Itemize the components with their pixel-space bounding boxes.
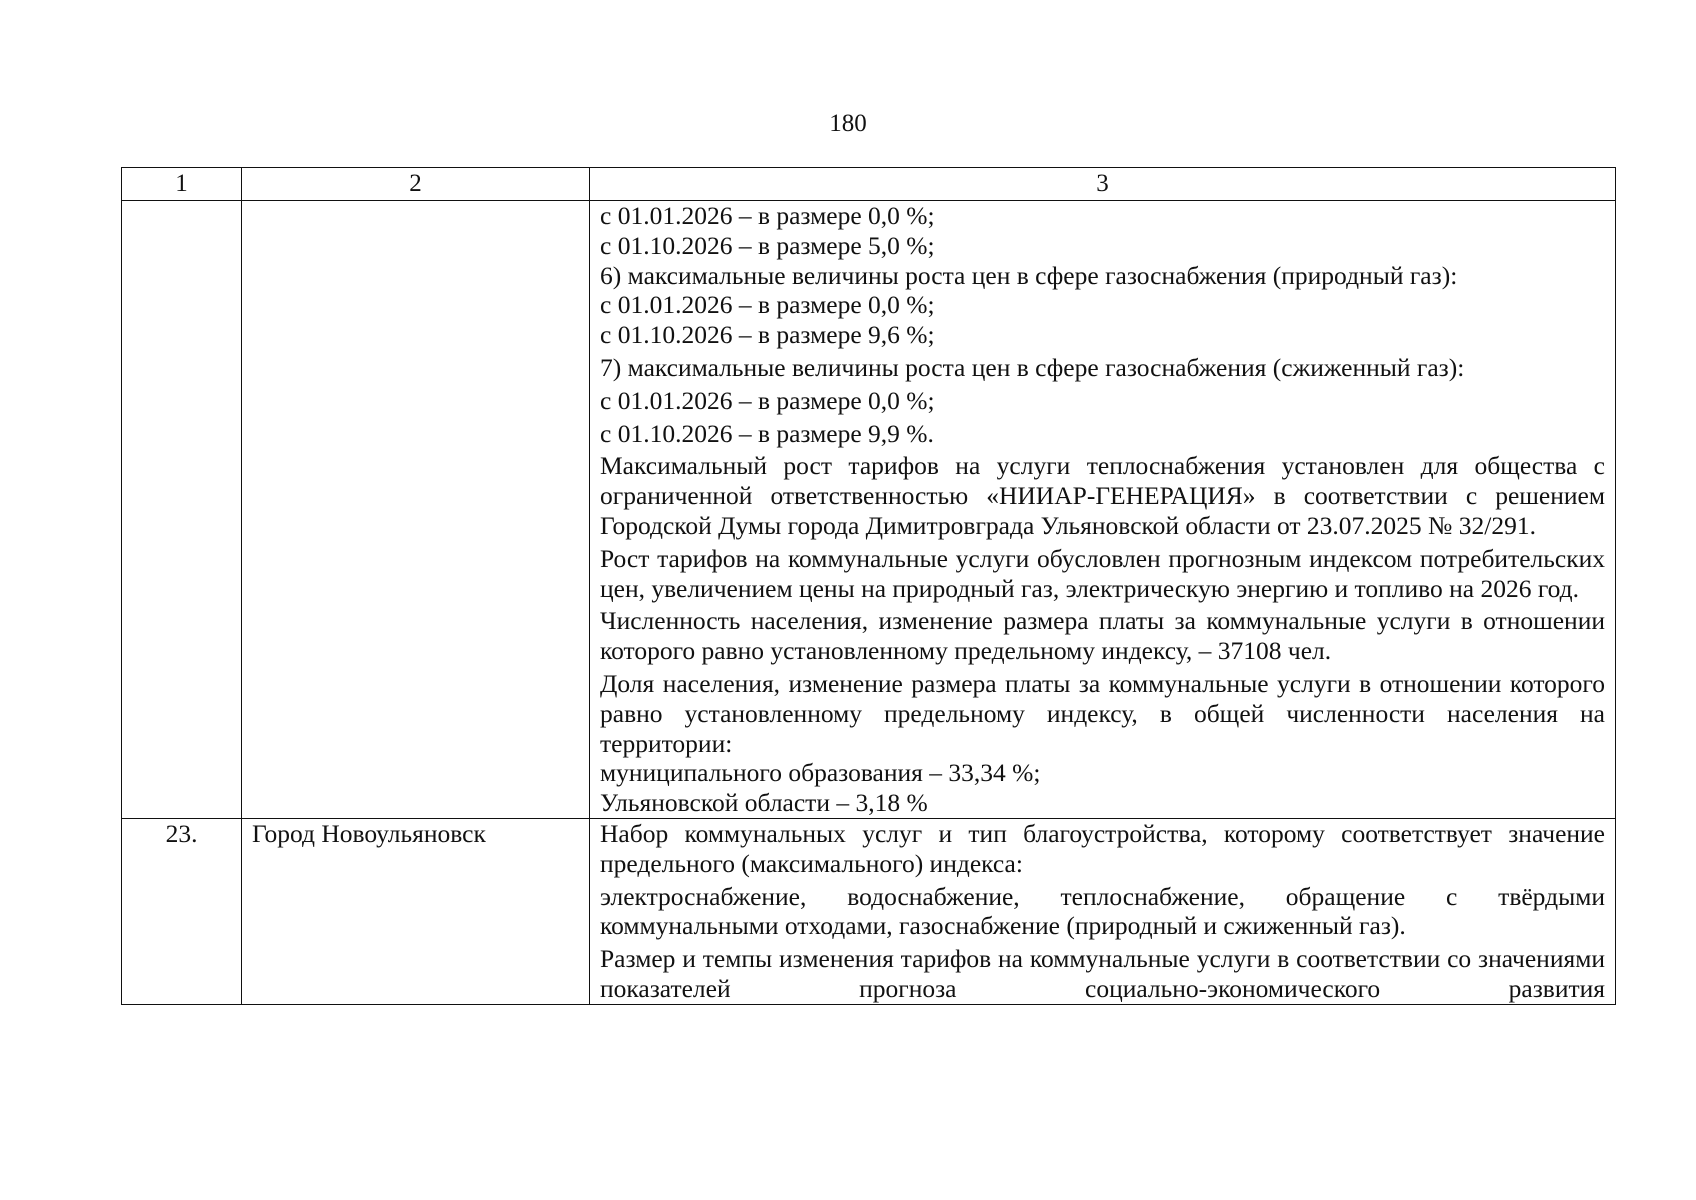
table-row: [122, 201, 1616, 819]
row-number: 23.: [122, 818, 242, 1004]
text-line: муниципального образования – 33,34 %;: [600, 758, 1041, 788]
text-line: 6) максимальные величины роста цен в сфере газоснабжения (природный газ):: [600, 260, 1458, 290]
paragraph: Набор коммунальных услуг и тип благоустройства, которому соответствует значение предельного (максимального) индекса:: [600, 818, 1605, 878]
header-col-1: 1: [122, 168, 242, 201]
paragraph: Доля населения, изменение размера платы за коммунальные услуги в отношении которого равно установленному предельному индексу, в общей численности населения на территории:: [600, 668, 1605, 758]
page-number: 180: [829, 110, 867, 137]
data-table: [121, 167, 1616, 1005]
text-line: с 01.10.2026 – в размере 5,0 %;: [600, 230, 935, 260]
municipality-name: [242, 201, 590, 819]
header-col-2: 2: [242, 168, 590, 201]
paragraph: Рост тарифов на коммунальные услуги обусловлен прогнозным индексом потребительских цен, увеличением цены на природный газ, электрическую энергию и топливо на 2026 год.: [600, 543, 1605, 603]
text-line: с 01.01.2026 – в размере 0,0 %;: [600, 201, 935, 230]
row-number: [122, 201, 242, 819]
text-line: с 01.01.2026 – в размере 0,0 %;: [600, 290, 935, 320]
header-col-3: 3: [590, 168, 1616, 201]
text-line: с 01.01.2026 – в размере 0,0 %;: [600, 385, 935, 415]
text-line: Ульяновской области – 3,18 %: [600, 788, 928, 818]
text-line: с 01.10.2026 – в размере 9,9 %.: [600, 418, 934, 448]
text-line: с 01.10.2026 – в размере 9,6 %;: [600, 320, 935, 350]
paragraph: электроснабжение, водоснабжение, теплоснабжение, обращение с твёрдыми коммунальными отходами, газоснабжение (природный и сжиженный газ).: [600, 881, 1605, 941]
paragraph: Максимальный рост тарифов на услуги теплоснабжения установлен для общества с ограниченной ответственностью «НИИАР-ГЕНЕРАЦИЯ» в соответствии с решением Городской Думы города Димитровграда Ульяновской области от 23.07.2025 № 32/291.: [600, 451, 1605, 540]
description-cell: [590, 818, 1616, 1004]
table-row: [122, 818, 1616, 1004]
text-line: 7) максимальные величины роста цен в сфере газоснабжения (сжиженный газ):: [600, 352, 1465, 382]
paragraph: Численность населения, изменение размера платы за коммунальные услуги в отношении которого равно установленному предельному индексу, – 37108 чел.: [600, 606, 1605, 666]
table-header-row: [122, 168, 1616, 201]
paragraph: Размер и темпы изменения тарифов на коммунальные услуги в соответствии со значениями показателей прогноза социально-экономического развития: [600, 944, 1605, 1003]
municipality-name: Город Новоульяновск: [242, 818, 590, 1004]
description-cell: [590, 201, 1616, 819]
